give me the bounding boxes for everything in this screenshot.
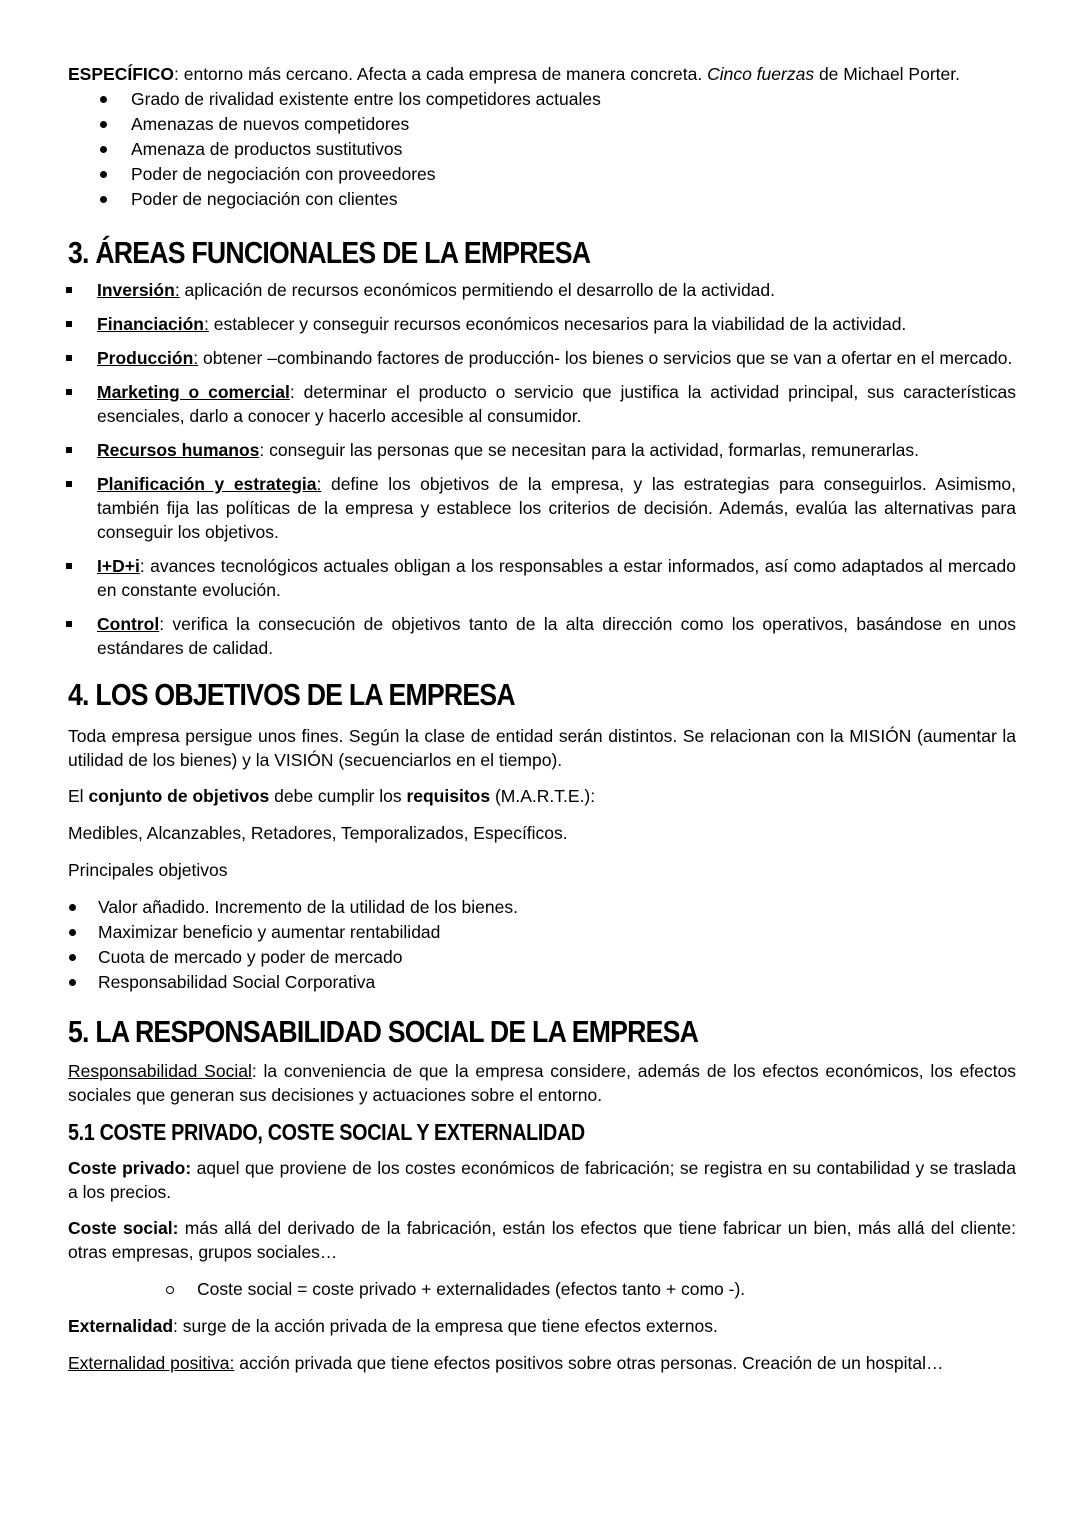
document-page: [68, 62, 1016, 1375]
area-text: avances tecnológicos actuales obligan a los responsables a estar informados, así como adaptados al mercado en constante evolución.: [97, 556, 1016, 600]
externalidad-positiva-term: Externalidad positiva:: [68, 1353, 235, 1373]
rs-text: : la conveniencia de que la empresa considere, además de los efectos económicos, los efectos sociales que generan sus decisiones y actuaciones sobre el entorno.: [68, 1061, 1017, 1105]
rs-term: Responsabilidad Social: [68, 1061, 252, 1081]
externalidad-paragraph: [68, 1314, 1016, 1338]
area-term: Recursos humanos: [97, 440, 260, 460]
text: El: [68, 786, 89, 806]
coste-social-paragraph: [68, 1216, 1016, 1264]
area-term: Marketing o comercial: [97, 382, 290, 402]
coste-privado-text: aquel que proviene de los costes económicos de fabricación; se registra en su contabilidad y se traslada a los precios.: [68, 1158, 1016, 1202]
list-item: Grado de rivalidad existente entre los competidores actuales: [68, 87, 1016, 112]
functional-areas-list: [68, 278, 1016, 660]
coste-privado-paragraph: [68, 1156, 1016, 1204]
especifico-paragraph: [68, 62, 1016, 87]
list-item: [68, 278, 1016, 302]
area-text: aplicación de recursos económicos permitiendo el desarrollo de la actividad.: [179, 280, 776, 300]
area-sep: :: [259, 440, 265, 460]
area-text: verifica la consecución de objetivos tanto de la alta dirección como los operativos, basándose en unos estándares de calidad.: [97, 614, 1016, 658]
section-5-1-heading: 5.1 COSTE PRIVADO, COSTE SOCIAL Y EXTERNALIDAD: [68, 1119, 585, 1145]
list-item: [68, 346, 1016, 370]
objetivos-intro: Toda empresa persigue unos fines. Según la clase de entidad serán distintos. Se relacionan con la MISIÓN (aumentar la utilidad de los bienes) y la VISIÓN (secuenciarlos en el tiempo).: [68, 726, 1016, 770]
section-4-heading: 4. LOS OBJETIVOS DE LA EMPRESA: [68, 677, 515, 712]
area-sep: :: [159, 614, 165, 634]
area-sep: :: [289, 382, 295, 402]
list-item: Coste social = coste privado + externalidades (efectos tanto + como -).: [68, 1277, 1016, 1302]
area-sep: :: [174, 280, 180, 300]
section-3-heading: 3. ÁREAS FUNCIONALES DE LA EMPRESA: [68, 235, 591, 270]
coste-social-text: más allá del derivado de la fabricación, están los efectos que tiene fabricar un bien, más allá del cliente: otras empresas, grupos sociales…: [68, 1218, 1016, 1262]
coste-privado-term: Coste privado:: [68, 1158, 192, 1178]
list-item: Poder de negociación con clientes: [68, 187, 1016, 212]
text: debe cumplir los: [269, 786, 407, 806]
rs-paragraph: [68, 1059, 1016, 1107]
area-term: Control: [97, 614, 160, 634]
especifico-text-end: de Michael Porter.: [814, 64, 960, 84]
externalidad-term: Externalidad: [68, 1316, 174, 1336]
area-text: obtener –combinando factores de producción- los bienes o servicios que se van a ofertar en el mercado.: [198, 348, 1013, 368]
list-item: [68, 612, 1016, 660]
area-text: determinar el producto o servicio que justifica la actividad principal, sus características esenciales, darlo a conocer y hacerlo accesible al consumidor.: [97, 382, 1016, 426]
especifico-term: ESPECÍFICO: [68, 64, 174, 84]
list-item: [68, 472, 1016, 544]
externalidad-positiva-text: acción privada que tiene efectos positivos sobre otras personas. Creación de un hospital…: [234, 1353, 944, 1373]
requisitos-paragraph: [68, 784, 1016, 808]
requisitos-term: requisitos: [406, 786, 491, 806]
formula-list: [68, 1277, 1016, 1302]
list-item: Poder de negociación con proveedores: [68, 162, 1016, 187]
list-item: Cuota de mercado y poder de mercado: [68, 945, 1016, 970]
porter-forces-list: [68, 87, 1016, 212]
area-text: establecer y conseguir recursos económicos necesarios para la viabilidad de la actividad.: [208, 314, 907, 334]
list-item: Responsabilidad Social Corporativa: [68, 970, 1016, 995]
list-item: Amenaza de productos sustitutivos: [68, 137, 1016, 162]
area-text: conseguir las personas que se necesitan para la actividad, formarlas, remunerarlas.: [264, 440, 919, 460]
area-sep: :: [193, 348, 199, 368]
list-item: Maximizar beneficio y aumentar rentabilidad: [68, 920, 1016, 945]
area-term: Financiación: [97, 314, 204, 334]
list-item: [68, 438, 1016, 462]
cinco-fuerzas-italic: Cinco fuerzas: [707, 64, 815, 84]
especifico-text: : entorno más cercano. Afecta a cada empresa de manera concreta.: [174, 64, 708, 84]
conjunto-term: conjunto de objetivos: [88, 786, 270, 806]
area-term: I+D+i: [97, 556, 140, 576]
principales-label: Principales objetivos: [68, 860, 228, 880]
marte-paragraph: Medibles, Alcanzables, Retadores, Temporalizados, Específicos.: [68, 823, 568, 843]
list-item: [68, 380, 1016, 428]
section-5-heading: 5. LA RESPONSABILIDAD SOCIAL DE LA EMPRESA: [68, 1014, 699, 1049]
area-sep: :: [316, 474, 322, 494]
text: (M.A.R.T.E.):: [490, 786, 596, 806]
list-item: Amenazas de nuevos competidores: [68, 112, 1016, 137]
area-text: define los objetivos de la empresa, y las estrategias para conseguirlos. Asimismo, también fija las políticas de la empresa y establece los criterios de decisión. Además, evalúa las alternativas para conseguir los objetivos.: [97, 474, 1017, 542]
list-item: [68, 554, 1016, 602]
area-term: Producción: [97, 348, 194, 368]
externalidad-positiva-paragraph: [68, 1351, 1016, 1375]
coste-social-term: Coste social:: [68, 1218, 179, 1238]
objetivos-list: [68, 895, 1016, 995]
list-item: Valor añadido. Incremento de la utilidad de los bienes.: [68, 895, 1016, 920]
area-term: Planificación y estrategia: [97, 474, 317, 494]
area-sep: :: [203, 314, 209, 334]
area-term: Inversión: [97, 280, 175, 300]
area-sep: :: [139, 556, 145, 576]
externalidad-text: : surge de la acción privada de la empresa que tiene efectos externos.: [173, 1316, 718, 1336]
list-item: [68, 312, 1016, 336]
